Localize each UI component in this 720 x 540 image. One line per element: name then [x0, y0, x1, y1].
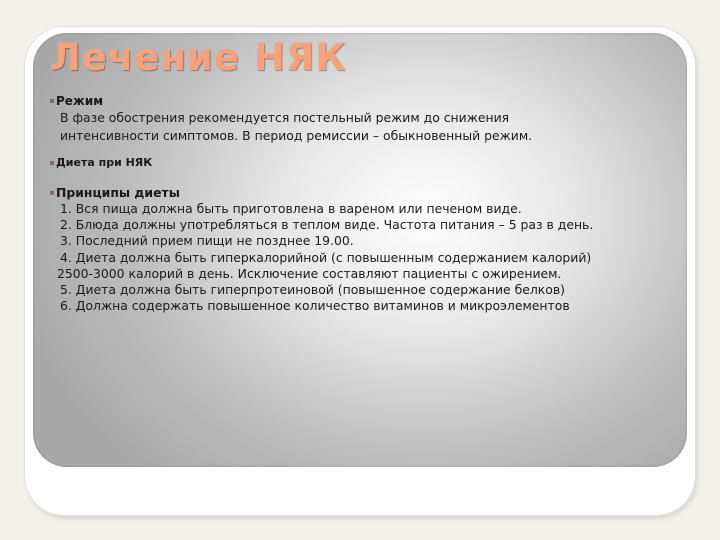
bullet-icon	[50, 191, 54, 195]
bullet-icon	[50, 161, 54, 165]
principles-list	[50, 201, 670, 314]
list-item: 1. Вся пища должна быть приготовлена в вареном или печеном виде.	[60, 201, 522, 216]
regime-text: В фазе обострения рекомендуется постельный режим до снижения интенсивности симптомов. В период ремиссии – обыкновенный режим.	[60, 110, 533, 143]
regime-section	[50, 93, 670, 145]
slide-content	[50, 93, 670, 314]
regime-heading: Режим	[56, 94, 104, 108]
principles-heading: Принципы диеты	[56, 185, 180, 200]
list-item: 6. Должна содержать повышенное количество витаминов и микроэлементов	[60, 298, 570, 314]
slide-title: Лечение НЯК	[50, 36, 347, 79]
list-item: 2500-3000 калорий в день. Исключение составляют пациенты с ожирением.	[57, 265, 562, 281]
bullet-icon	[50, 99, 54, 103]
diet-heading: Диета при НЯК	[56, 156, 153, 169]
list-item: 3. Последний прием пищи не позднее 19.00.	[60, 233, 354, 249]
principles-section	[50, 185, 670, 314]
diet-section	[50, 155, 670, 185]
list-item: 5. Диета должна быть гиперпротеиновой (повышенное содержание белков)	[60, 282, 565, 298]
list-item: 4. Диета должна быть гиперкалорийной (с повышенным содержанием калорий)	[60, 249, 592, 265]
list-item: 2. Блюда должны употребляться в теплом виде. Частота питания – 5 раз в день.	[60, 217, 594, 233]
